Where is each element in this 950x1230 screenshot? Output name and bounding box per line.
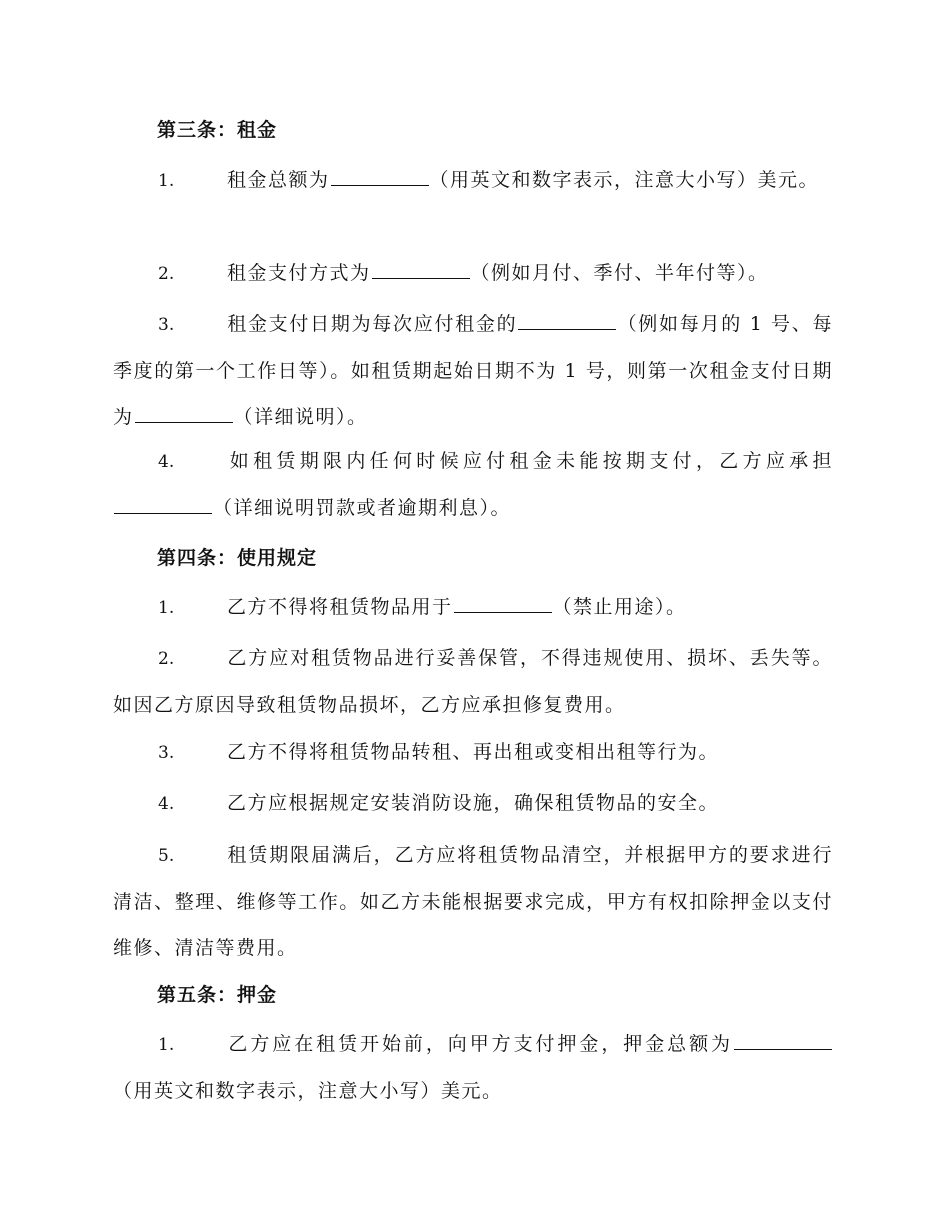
item-text: 乙方应在租赁开始前，向甲方支付押金，押金总额为 bbox=[227, 1033, 733, 1055]
item-number: 4. bbox=[158, 794, 175, 814]
item-number: 2. bbox=[158, 264, 175, 284]
item-text: 乙方不得将租赁物品转租、再出租或变相出租等行为。 bbox=[227, 741, 720, 763]
item-text: （用英文和数字表示，注意大小写）美元。 bbox=[113, 1080, 503, 1102]
rent-item-4 bbox=[113, 438, 833, 531]
rent-item-3 bbox=[113, 301, 833, 440]
section-heading-deposit: 第五条：押金 bbox=[157, 984, 278, 1006]
usage-item-5 bbox=[113, 832, 833, 971]
rent-item-2 bbox=[113, 250, 833, 297]
fill-blank bbox=[331, 167, 429, 186]
usage-item-4 bbox=[113, 780, 833, 827]
deposit-item-1 bbox=[113, 1021, 833, 1114]
item-text: （详细说明）。 bbox=[233, 406, 368, 428]
fill-blank bbox=[454, 594, 552, 613]
item-text: 租金支付日期为每次应付租金的 bbox=[227, 313, 518, 335]
item-text: 租赁期限届满后，乙方应将租赁物品清空，并根据甲方的要求进行清洁、整理、维修等工作。如乙方未能根据要求完成，甲方有权扣除押金以支付维修、清洁等费用。 bbox=[113, 844, 833, 959]
item-text: 租金支付方式为 bbox=[227, 262, 371, 284]
item-number: 1. bbox=[158, 171, 175, 191]
item-number: 1. bbox=[158, 1035, 175, 1055]
item-text: 乙方应根据规定安装消防设施，确保租赁物品的安全。 bbox=[227, 792, 720, 814]
fill-blank bbox=[114, 495, 212, 514]
rent-item-1 bbox=[113, 157, 833, 204]
item-number: 4. bbox=[158, 452, 175, 472]
item-text: （详细说明罚款或者逾期利息）。 bbox=[213, 497, 512, 519]
item-text: 乙方应对租赁物品进行妥善保管，不得违规使用、损坏、丢失等。如因乙方原因导致租赁物品损坏，乙方应承担修复费用。 bbox=[113, 647, 833, 716]
fill-blank bbox=[518, 311, 616, 330]
item-text: （例如月付、季付、半年付等）。 bbox=[470, 262, 769, 284]
item-text: （用英文和数字表示，注意大小写）美元。 bbox=[429, 169, 820, 191]
fill-blank bbox=[135, 404, 233, 423]
item-number: 3. bbox=[158, 315, 175, 335]
section-heading-usage: 第四条：使用规定 bbox=[157, 547, 318, 569]
item-number: 3. bbox=[158, 743, 175, 763]
usage-item-2 bbox=[113, 635, 833, 728]
fill-blank bbox=[734, 1031, 832, 1050]
usage-item-3 bbox=[113, 729, 833, 776]
item-number: 1. bbox=[158, 598, 175, 618]
item-number: 2. bbox=[158, 649, 175, 669]
item-text: 如租赁期限内任何时候应付租金未能按期支付，乙方应承担 bbox=[227, 450, 833, 472]
item-text: 乙方不得将租赁物品用于 bbox=[227, 596, 453, 618]
item-number: 5. bbox=[158, 846, 175, 866]
usage-item-1 bbox=[113, 584, 833, 631]
fill-blank bbox=[372, 260, 470, 279]
item-text: （禁止用途）。 bbox=[552, 596, 687, 618]
section-heading-rent: 第三条：租金 bbox=[157, 119, 278, 141]
item-text: （例如每月的 1 号、每季度的第一个工作日等）。如租赁期起始日期不为 1 号，则第一次租金支付日期为 bbox=[113, 313, 833, 428]
item-text: 租金总额为 bbox=[227, 169, 330, 191]
